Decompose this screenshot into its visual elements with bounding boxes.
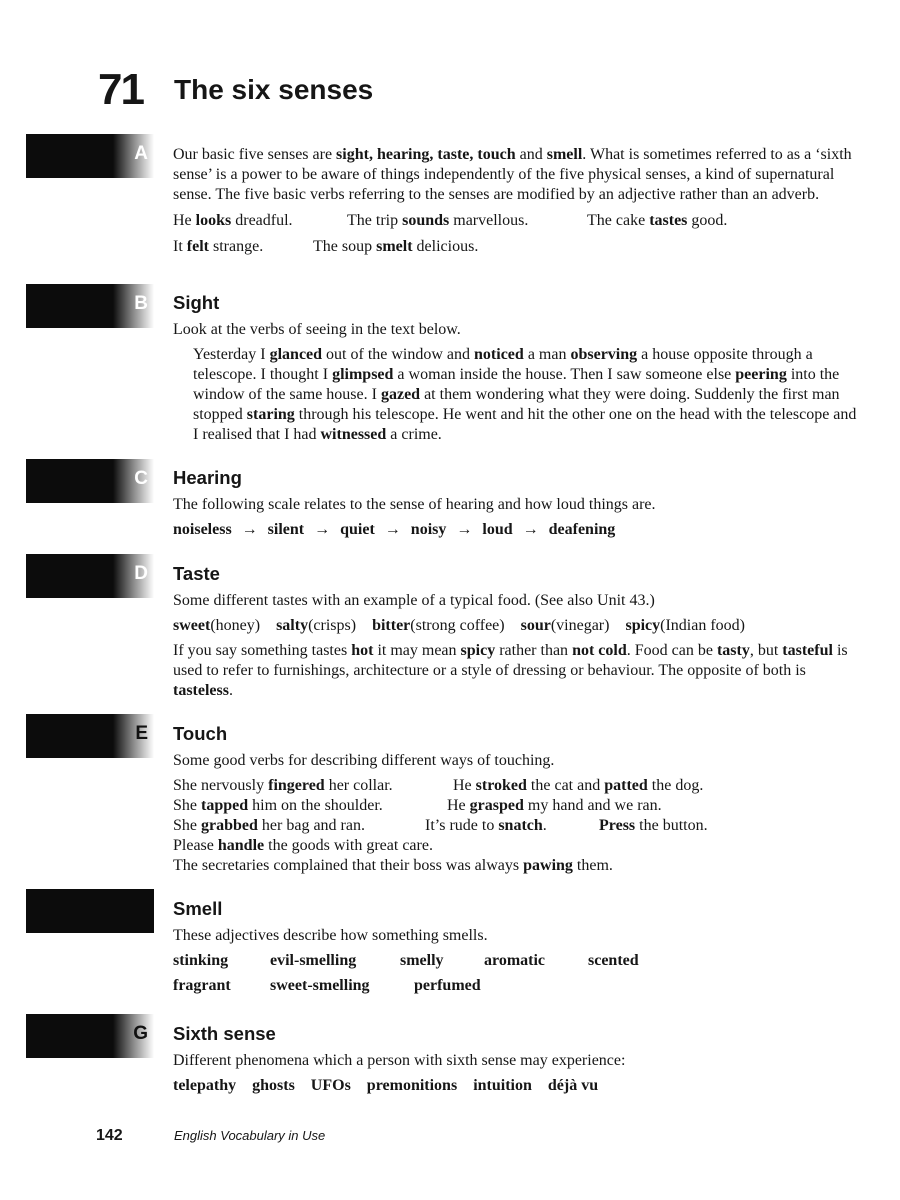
book-title: English Vocabulary in Use <box>174 1128 326 1143</box>
section-heading: Hearing <box>173 467 242 488</box>
taste-item: sour(vinegar) <box>520 617 610 634</box>
taste-item: sweet(honey) <box>173 617 261 634</box>
example-row <box>173 211 863 231</box>
example-row <box>173 816 863 836</box>
phenomenon-item: ghosts <box>252 1077 295 1094</box>
section-a <box>173 145 863 257</box>
phenomenon-item: déjà vu <box>547 1077 599 1094</box>
section-heading: Touch <box>173 723 228 744</box>
phenomenon-item: intuition <box>473 1077 532 1094</box>
example-sentence: She nervously fingered her collar. <box>173 777 393 794</box>
example-sentence: Press the button. <box>599 817 708 834</box>
section-d-paragraph: If you say something tastes hot it may mean spicy rather than not cold. Food can be tasty, but tasteful is used to refer to furnishings, architecture or a style of dressing or behaviour. The opposite of both is tasteless. <box>173 642 848 699</box>
phenomenon-item: telepathy <box>173 1077 237 1094</box>
section-intro: Some different tastes with an example of a typical food. (See also Unit 43.) <box>173 592 655 609</box>
sight-passage: Yesterday I glanced out of the window and noticed a man observing a house opposite through a telescope. I thought I glimpsed a woman inside the house. Then I saw someone else peering into the window of the same house. I gazed at them wondering what they were doing. Suddenly the first man stopped staring through his telescope. He went and hit the other one on the head with the telescope and I realised that I had witnessed a crime. <box>193 346 857 443</box>
phenomenon-item: premonitions <box>366 1077 458 1094</box>
section-tab-g <box>26 1014 154 1058</box>
section-tab-b <box>26 284 154 328</box>
hearing-word: noiseless <box>173 521 232 538</box>
section-letter: B <box>134 293 148 314</box>
section-letter: G <box>133 1023 148 1044</box>
section-letter: C <box>134 468 148 489</box>
smell-word: stinking <box>173 952 229 969</box>
section-intro: The following scale relates to the sense of hearing and how loud things are. <box>173 496 656 513</box>
section-tab-a <box>26 134 154 178</box>
example-row <box>173 776 863 796</box>
section-intro: These adjectives describe how something smells. <box>173 927 488 944</box>
example-sentence: It felt strange. <box>173 238 264 255</box>
smell-word: smelly <box>400 952 444 969</box>
section-letter: D <box>134 563 148 584</box>
example-sentence: He grasped my hand and we ran. <box>447 797 662 814</box>
smell-words-row <box>173 951 863 971</box>
smell-words-row <box>173 976 863 996</box>
arrow-icon: → <box>456 521 473 538</box>
unit-title: The six senses <box>174 74 374 105</box>
section-tab-e <box>26 714 154 758</box>
taste-item: salty(crisps) <box>276 617 357 634</box>
section-letter: A <box>134 143 148 164</box>
sixth-sense-list <box>173 1076 863 1096</box>
section-heading: Sight <box>173 292 220 313</box>
section-intro: Different phenomena which a person with sixth sense may experience: <box>173 1052 626 1069</box>
example-row <box>173 856 863 876</box>
hearing-word: silent <box>267 521 305 538</box>
hearing-word: quiet <box>340 521 375 538</box>
example-sentence: She grabbed her bag and ran. <box>173 817 365 834</box>
hearing-scale <box>173 520 863 540</box>
example-sentence: The soup smelt delicious. <box>313 238 479 255</box>
example-sentence: He looks dreadful. <box>173 212 293 229</box>
example-row <box>173 796 863 816</box>
section-tab-f <box>26 889 154 933</box>
section-intro: Some good verbs for describing different ways of touching. <box>173 752 555 769</box>
smell-word: sweet-smelling <box>270 977 370 994</box>
section-heading: Smell <box>173 898 223 919</box>
taste-item: spicy(Indian food) <box>625 617 745 634</box>
example-row <box>173 237 863 257</box>
section-letter: E <box>135 723 148 744</box>
section-intro: Look at the verbs of seeing in the text below. <box>173 321 461 338</box>
example-sentence: The trip sounds marvellous. <box>347 212 529 229</box>
example-row <box>173 836 863 856</box>
hearing-word: deafening <box>548 521 616 538</box>
smell-word: fragrant <box>173 977 231 994</box>
arrow-icon: → <box>384 521 401 538</box>
section-a-paragraph: Our basic five senses are sight, hearing, taste, touch and smell. What is sometimes referred to as a ‘sixth sense’ is a power to be aware of things independently of the five physical senses, a kind of supernatural sense. The five basic verbs referring to the senses are modified by an adjective rather than an adverb. <box>173 146 852 203</box>
smell-word: perfumed <box>414 977 481 994</box>
section-f <box>173 898 863 996</box>
example-sentence: The cake tastes good. <box>587 212 728 229</box>
arrow-icon: → <box>522 521 539 538</box>
section-tab-d <box>26 554 154 598</box>
hearing-word: loud <box>482 521 513 538</box>
section-tab-c <box>26 459 154 503</box>
section-d <box>173 563 863 701</box>
example-sentence: The secretaries complained that their boss was always pawing them. <box>173 857 613 874</box>
unit-number: 71 <box>98 65 143 114</box>
taste-item: bitter(strong coffee) <box>372 617 505 634</box>
arrow-icon: → <box>314 521 331 538</box>
taste-list <box>173 616 863 636</box>
section-e <box>173 723 863 876</box>
smell-word: scented <box>588 952 639 969</box>
arrow-icon: → <box>241 521 258 538</box>
hearing-word: noisy <box>410 521 447 538</box>
example-sentence: It’s rude to snatch. <box>425 817 547 834</box>
section-c <box>173 467 863 540</box>
section-heading: Sixth sense <box>173 1023 276 1044</box>
smell-word: aromatic <box>484 952 546 969</box>
section-g <box>173 1023 863 1096</box>
example-sentence: He stroked the cat and patted the dog. <box>453 777 704 794</box>
phenomenon-item: UFOs <box>310 1077 351 1094</box>
example-sentence: Please handle the goods with great care. <box>173 837 433 854</box>
section-b <box>173 292 863 445</box>
example-sentence: She tapped him on the shoulder. <box>173 797 383 814</box>
smell-word: evil-smelling <box>270 952 357 969</box>
page-number: 142 <box>96 1127 123 1144</box>
section-heading: Taste <box>173 563 220 584</box>
